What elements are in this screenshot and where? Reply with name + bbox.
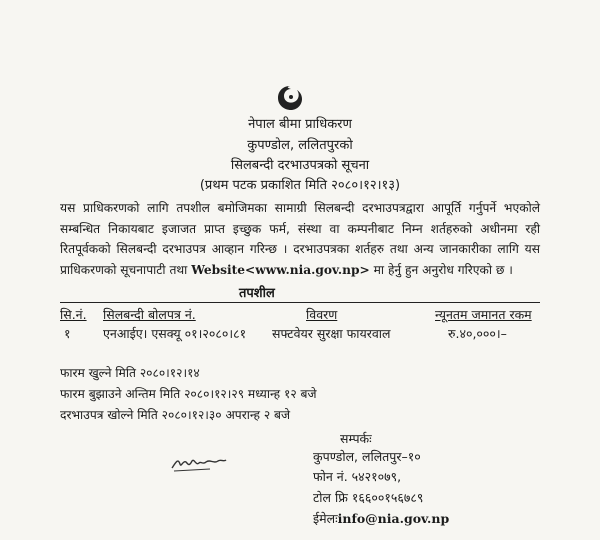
contact-label: सम्पर्कः: [340, 431, 372, 446]
signature-icon: [170, 452, 228, 474]
bid-open-date: दरभाउपत्र खोल्ने मिति २०८०।१२।३० अपरान्ह २ बजे: [60, 408, 291, 422]
notice-body: [60, 198, 540, 280]
table-cell-serial: १: [64, 326, 71, 341]
email-label: ईमेलः: [313, 511, 338, 526]
column-header-bid-number: सिलबन्दी बोलपत्र नं.: [103, 307, 196, 322]
table-cell-min-deposit: रु.४०,०००।–: [448, 326, 507, 341]
details-heading: तपशील: [239, 286, 275, 301]
contact-email-row: [313, 510, 449, 528]
column-header-serial: सि.नं.: [60, 307, 87, 322]
contact-toll-free: टोल फ्रि १६६००१५६७८९: [313, 490, 424, 505]
form-deadline-date: फारम बुझाउने अन्तिम मिति २०८०।१२।२९ मध्यान्ह १२ बजे: [60, 387, 317, 401]
table-cell-bid-number: एनआईए। एसक्यू ०१।२०८०।८१: [103, 326, 247, 341]
email-link[interactable]: info@nia.gov.np: [337, 511, 450, 526]
publish-date: (प्रथम पटक प्रकाशित मिति २०८०।१२।१३): [199, 178, 401, 193]
org-address: कुपण्डोल, ललितपुरको: [247, 138, 353, 153]
org-name: नेपाल बीमा प्राधिकरण: [248, 117, 352, 132]
form-open-date: फारम खुल्ने मिति २०८०।१२।१४: [60, 366, 200, 380]
notice-title: सिलबन्दी दरभाउपत्रको सूचना: [230, 158, 370, 173]
table-cell-description: सफ्टवेयर सुरक्षा फायरवाल: [272, 326, 391, 341]
body-text-part1: यस प्राधिकरणको लागि तपशील बमोजिमका सामाग्री सिलबन्दी दरभाउपत्रद्वारा आपूर्ति गर्नुपर्ने भएकोले सम्बन्धित निकायबाट इजाजत प्राप्त इच्छुक फर्म, संस्था वा कम्पनीबाट निम्न शर्तहरुको अधीनमा रही रितपूर्वकको सिलबन्दी दरभाउपत्र आव्हान गरिन्छ । दरभाउपत्रका शर्तहरु तथा अन्य जानकारीका लागि यस प्राधिकरणको सूचनापाटी तथा: [60, 201, 540, 277]
website-link[interactable]: Website<www.nia.gov.np>: [191, 262, 370, 277]
contact-address: कुपण्डोल, ललितपुर–१०: [313, 449, 421, 464]
column-header-min-deposit: न्यूनतम जमानत रकम: [435, 307, 532, 322]
contact-phone: फोन नं. ५४२१०७९,: [313, 469, 402, 484]
details-divider: [60, 302, 540, 303]
body-text-part2: मा हेर्नु हुन अनुरोध गरिएको छ ।: [369, 262, 513, 277]
column-header-description: विवरण: [306, 307, 338, 322]
nia-emblem-icon: [275, 84, 305, 112]
